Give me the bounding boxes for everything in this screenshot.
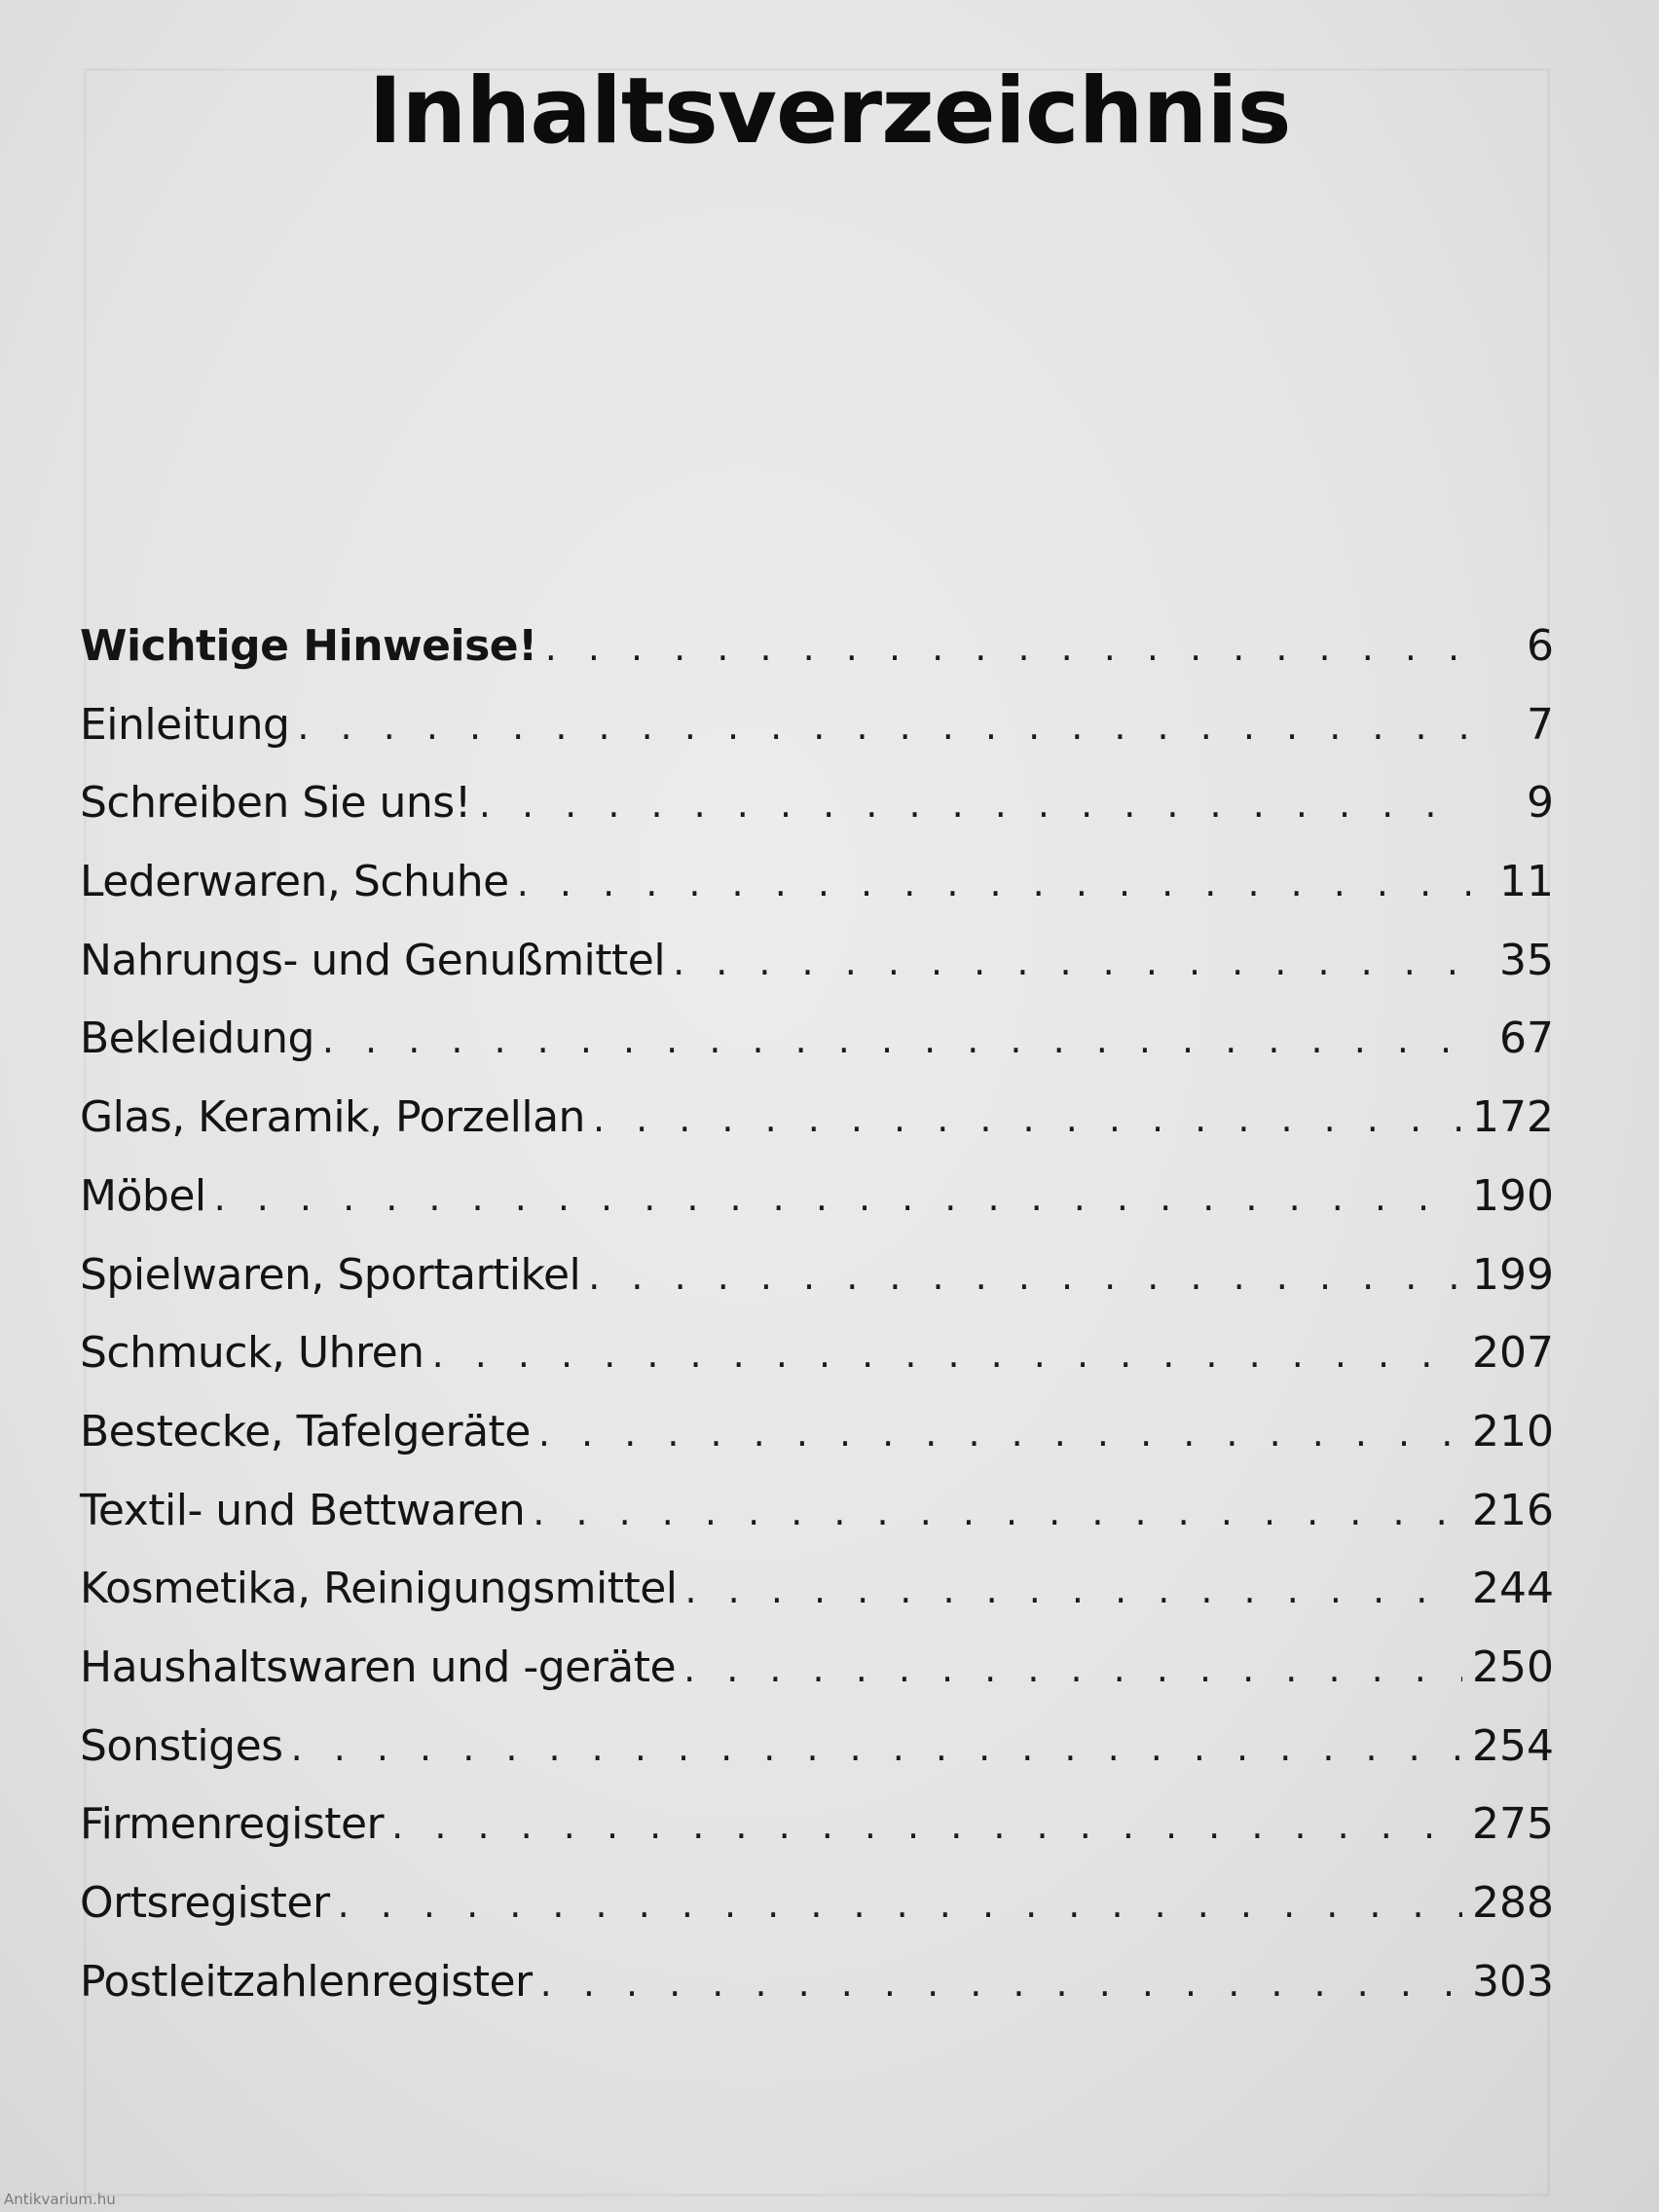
toc-entry-label: Sonstiges: [80, 1720, 283, 1771]
toc-dot-leader: [533, 1473, 1462, 1551]
toc-entry-label: Glas, Keramik, Porzellan: [80, 1092, 585, 1143]
toc-dot-leader: [214, 1159, 1462, 1236]
toc-entry-page-number: 6: [1527, 621, 1554, 671]
toc-entry: [80, 922, 1554, 1001]
toc-entry-page-number: 288: [1472, 1878, 1554, 1928]
toc-dot-leader: [391, 1787, 1462, 1864]
toc-entry-label: Kosmetika, Reinigungsmittel: [80, 1564, 678, 1614]
toc-entry-page-number: 244: [1472, 1564, 1554, 1614]
toc-dot-leader: [297, 687, 1470, 765]
toc-dot-leader: [291, 1709, 1462, 1787]
toc-entry-page-number: 210: [1472, 1406, 1554, 1456]
toc-entry: [80, 764, 1554, 843]
toc-entry-page-number: 7: [1527, 699, 1554, 750]
toc-entry-label: Nahrungs- und Genußmittel: [80, 935, 666, 985]
toc-entry-page-number: 172: [1472, 1092, 1554, 1143]
toc-dot-leader: [322, 1001, 1470, 1079]
toc-dot-leader: [540, 1944, 1462, 2022]
toc-dot-leader: [683, 1630, 1462, 1708]
toc-entry-page-number: 11: [1499, 857, 1554, 907]
toc-dot-leader: [685, 1551, 1463, 1629]
toc-entry: [80, 1864, 1554, 1943]
toc-entry: [80, 1314, 1554, 1393]
toc-entry-label: Schmuck, Uhren: [80, 1328, 424, 1379]
toc-dot-leader: [432, 1315, 1462, 1393]
toc-entry: [80, 1708, 1554, 1787]
toc-entry-label: Schreiben Sie uns!: [80, 778, 471, 829]
toc-entry-label: Lederwaren, Schuhe: [80, 857, 509, 907]
toc-entry-page-number: 207: [1472, 1328, 1554, 1379]
toc-entry: [80, 1472, 1554, 1551]
page-title: Inhaltsverzeichnis: [368, 58, 1291, 165]
toc-entry-page-number: 67: [1499, 1014, 1554, 1064]
toc-entry-page-number: 275: [1472, 1799, 1554, 1850]
toc-entry-label: Ortsregister: [80, 1878, 330, 1928]
toc-entry-page-number: 303: [1472, 1956, 1554, 2007]
toc-entry: [80, 686, 1554, 765]
toc-entry: [80, 608, 1554, 686]
toc-entry-page-number: 9: [1527, 778, 1554, 829]
toc-dot-leader: [479, 765, 1470, 843]
toc-entry: [80, 1393, 1554, 1472]
toc-entry: [80, 1158, 1554, 1236]
toc-entry: [80, 1550, 1554, 1629]
toc-entry-page-number: 250: [1472, 1641, 1554, 1692]
toc-entry-page-number: 254: [1472, 1720, 1554, 1771]
toc-dot-leader: [673, 923, 1470, 1001]
toc-entry: [80, 1629, 1554, 1708]
toc-dot-leader: [338, 1865, 1462, 1943]
toc-entry-label: Möbel: [80, 1170, 206, 1221]
toc-entry-label: Firmenregister: [80, 1799, 385, 1850]
toc-entry: [80, 843, 1554, 922]
toc-dot-leader: [593, 1080, 1462, 1158]
toc-dot-leader: [517, 844, 1470, 922]
toc-entry-label: Haushaltswaren und -geräte: [80, 1641, 677, 1692]
table-of-contents: [80, 608, 1554, 2021]
toc-dot-leader: [538, 1394, 1462, 1472]
toc-entry-label: Spielwaren, Sportartikel: [80, 1249, 581, 1300]
toc-entry-page-number: 35: [1499, 935, 1554, 985]
toc-entry: [80, 1786, 1554, 1864]
toc-entry-label: Einleitung: [80, 699, 290, 750]
toc-entry: [80, 1000, 1554, 1079]
toc-dot-leader: [545, 608, 1470, 686]
toc-entry-label: Wichtige Hinweise!: [80, 621, 537, 671]
toc-dot-leader: [588, 1237, 1462, 1315]
toc-entry: [80, 1236, 1554, 1315]
toc-entry-label: Bestecke, Tafelgeräte: [80, 1406, 531, 1456]
toc-entry-label: Bekleidung: [80, 1014, 314, 1064]
toc-entry-label: Textil- und Bettwaren: [80, 1485, 526, 1535]
toc-entry-page-number: 216: [1472, 1485, 1554, 1535]
watermark: Antikvarium.hu: [4, 2191, 116, 2208]
toc-entry: [80, 1943, 1554, 2022]
toc-entry-page-number: 190: [1472, 1170, 1554, 1221]
toc-entry-label: Postleitzahlenregister: [80, 1956, 533, 2007]
toc-entry: [80, 1079, 1554, 1158]
toc-entry-page-number: 199: [1472, 1249, 1554, 1300]
